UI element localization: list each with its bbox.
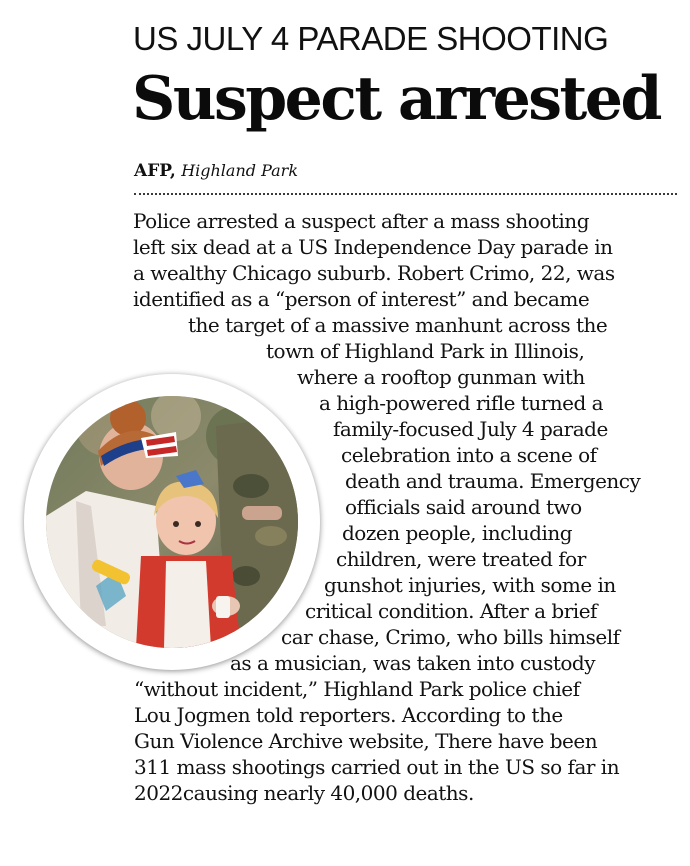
- body-line: critical condition. After a brief: [305, 599, 597, 623]
- body-line: as a musician, was taken into custody: [230, 651, 596, 675]
- body-line: identified as a “person of interest” and became: [133, 287, 590, 311]
- body-line: officials said around two: [345, 495, 582, 519]
- body-line: a wealthy Chicago suburb. Robert Crimo, 22, was: [133, 261, 615, 285]
- woman-and-child-at-parade-photo: [46, 396, 298, 648]
- body-line: Police arrested a suspect after a mass shooting: [133, 209, 589, 233]
- body-line: the target of a massive manhunt across the: [188, 313, 608, 337]
- article-headline: Suspect arrested: [132, 64, 660, 134]
- body-line: where a rooftop gunman with: [297, 365, 585, 389]
- body-line: left six dead at a US Independence Day parade in: [133, 235, 613, 259]
- body-line: 311 mass shootings carried out in the US so far in: [134, 755, 620, 779]
- body-line: death and trauma. Emergency: [345, 469, 641, 493]
- body-line: town of Highland Park in Illinois,: [266, 339, 585, 363]
- body-line: gunshot injuries, with some in: [324, 573, 616, 597]
- body-line: children, were treated for: [336, 547, 586, 571]
- body-line: celebration into a scene of: [341, 443, 597, 467]
- body-line: dozen people, including: [342, 521, 573, 545]
- byline: [134, 159, 298, 183]
- body-line: family-focused July 4 parade: [333, 417, 608, 441]
- body-line: Gun Violence Archive website, There have been: [134, 729, 598, 753]
- body-line: a high-powered rifle turned a: [319, 391, 604, 415]
- byline-agency: AFP,: [134, 161, 176, 181]
- body-line: “without incident,” Highland Park police chief: [134, 677, 580, 701]
- dotted-divider: [134, 193, 677, 195]
- body-line: 2022causing nearly 40,000 deaths.: [134, 781, 474, 805]
- body-line: car chase, Crimo, who bills himself: [281, 625, 620, 649]
- byline-place: Highland Park: [181, 161, 299, 180]
- body-line: Lou Jogmen told reporters. According to the: [134, 703, 563, 727]
- article-kicker: US JULY 4 PARADE SHOOTING: [133, 20, 609, 57]
